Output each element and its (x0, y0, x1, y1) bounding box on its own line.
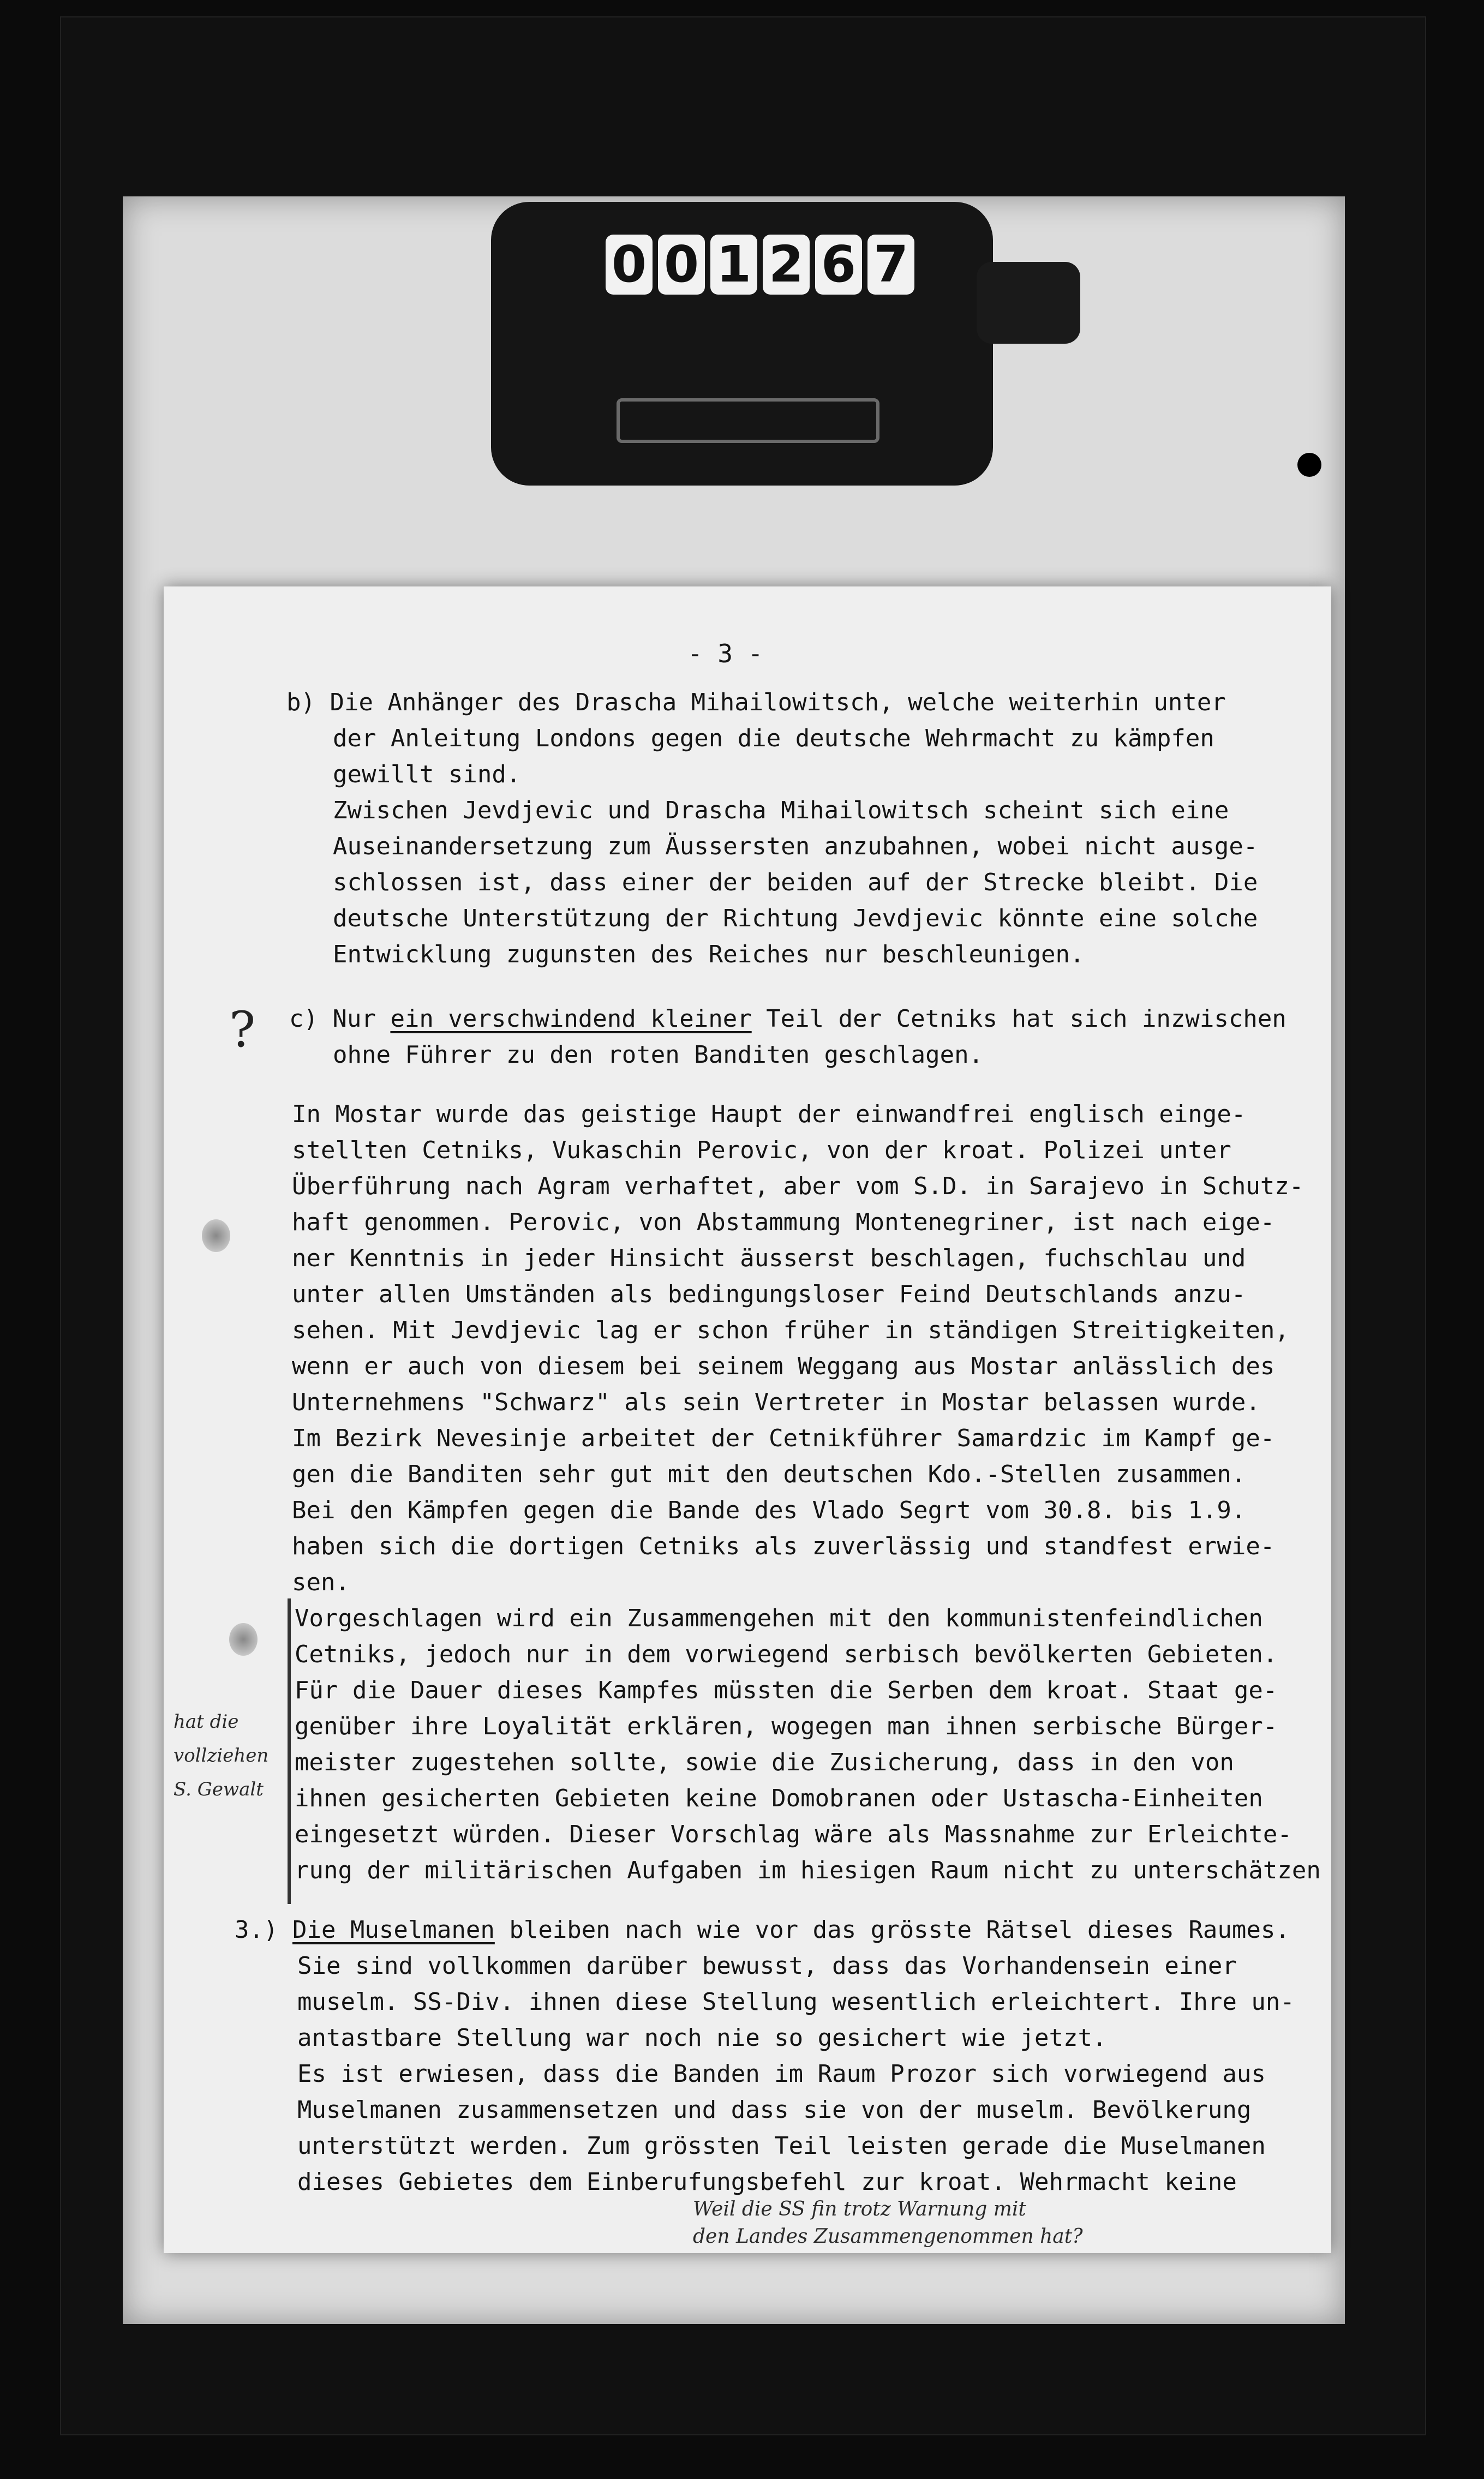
handwriting-line: vollziehen (173, 1745, 269, 1767)
text-line: deutsche Unterstützung der Richtung Jevdjevic könnte eine solche (333, 905, 1258, 932)
text-line: Auseinandersetzung zum Äussersten anzubahnen, wobei nicht ausge- (333, 833, 1258, 860)
text-line: Sie sind vollkommen darüber bewusst, dass das Vorhandensein einer (297, 1952, 1237, 1980)
underlined-text: Die Muselmanen (292, 1916, 495, 1944)
text-line: Bei den Kämpfen gegen die Bande des Vlado Segrt vom 30.8. bis 1.9. (292, 1496, 1246, 1524)
text-line: antastbare Stellung war noch nie so gesichert wie jetzt. (297, 2024, 1107, 2052)
text-line: schlossen ist, dass einer der beiden auf der Strecke bleibt. Die (333, 869, 1258, 896)
bottom-handwriting (693, 2196, 1083, 2250)
counter-knob (977, 262, 1080, 344)
text-line: genüber ihre Loyalität erklären, wogegen man ihnen serbische Bürger- (295, 1712, 1278, 1740)
text-line: unterstützt werden. Zum grössten Teil leisten gerade die Muselmanen (297, 2132, 1266, 2160)
text-line: der Anleitung Londons gegen die deutsche Wehrmacht zu kämpfen (333, 724, 1214, 752)
text-line: gewillt sind. (333, 761, 521, 788)
text-line: b) Die Anhänger des Drascha Mihailowitsch, welche weiterhin unter (286, 688, 1226, 716)
text-line: Zwischen Jevdjevic und Drascha Mihailowitsch scheint sich eine (333, 797, 1229, 824)
counter-digit: 0 (658, 235, 705, 295)
text-line: Entwicklung zugunsten des Reiches nur beschleunigen. (333, 941, 1085, 968)
counter-digit: 1 (710, 235, 757, 295)
margin-question-mark: ? (229, 1001, 256, 1058)
text-line: rung der militärischen Aufgaben im hiesigen Raum nicht zu unterschätzen (295, 1857, 1321, 1884)
text-line: sehen. Mit Jevdjevic lag er schon früher in ständigen Streitigkeiten, (292, 1316, 1289, 1344)
text-line: haft genommen. Perovic, von Abstammung Montenegriner, ist nach eige- (292, 1208, 1275, 1236)
text-line: unter allen Umständen als bedingungsloser Feind Deutschlands anzu- (292, 1280, 1246, 1308)
counter-digit: 7 (867, 235, 914, 295)
text-line: Vorgeschlagen wird ein Zusammengehen mit den kommunistenfeindlichen (295, 1604, 1263, 1632)
handwriting-line: den Landes Zusammengenommen hat? (693, 2225, 1083, 2248)
text-segment: 3.) (235, 1916, 292, 1944)
text-line: sen. (292, 1568, 350, 1596)
text-line: In Mostar wurde das geistige Haupt der einwandfrei englisch einge- (292, 1100, 1246, 1128)
text-line: ner Kenntnis in jeder Hinsicht äusserst beschlagen, fuchschlau und (292, 1244, 1246, 1272)
handwriting-line: S. Gewalt (173, 1779, 264, 1800)
text-line: wenn er auch von diesem bei seinem Weggang aus Mostar anlässlich des (292, 1352, 1275, 1380)
counter-digit: 2 (763, 235, 810, 295)
handwriting-line: hat die (173, 1711, 239, 1733)
text-line: stellten Cetniks, Vukaschin Perovic, von der kroat. Polizei unter (292, 1136, 1231, 1164)
page-text (164, 586, 1331, 2315)
text-line: Es ist erwiesen, dass die Banden im Raum Prozor sich vorwiegend aus (297, 2060, 1266, 2088)
text-line: Für die Dauer dieses Kampfes müssten die Serben dem kroat. Staat ge- (295, 1676, 1278, 1704)
text-line: Muselmanen zusammensetzen und dass sie von der muselm. Bevölkerung (297, 2096, 1252, 2124)
text-segment: c) Nur (289, 1005, 391, 1033)
counter-digit: 0 (606, 235, 653, 295)
handwriting-line: Weil die SS fin trotz Warnung mit (693, 2198, 1026, 2220)
underlined-text: ein verschwindend kleiner (390, 1005, 752, 1033)
counter-slot (617, 398, 879, 443)
counter-digit: 6 (815, 235, 862, 295)
text-line: Cetniks, jedoch nur in dem vorwiegend serbisch bevölkerten Gebieten. (295, 1640, 1278, 1668)
punch-mark (202, 1219, 230, 1252)
text-line: eingesetzt würden. Dieser Vorschlag wäre als Massnahme zur Erleichte- (295, 1821, 1292, 1848)
text-line: meister zugestehen sollte, sowie die Zusicherung, dass in den von (295, 1749, 1234, 1776)
text-segment: bleiben nach wie vor das grösste Rätsel dieses Raumes. (494, 1916, 1290, 1944)
text-line (289, 1001, 1286, 1037)
margin-bracket (288, 1598, 291, 1904)
punch-hole (1297, 453, 1321, 477)
document-page (164, 586, 1331, 2253)
text-line: Unternehmens "Schwarz" als sein Vertreter in Mostar belassen wurde. (292, 1388, 1260, 1416)
text-line (235, 1912, 1290, 1948)
text-line: ihnen gesicherten Gebieten keine Domobranen oder Ustascha-Einheiten (295, 1785, 1263, 1812)
counter-digits (606, 235, 914, 295)
text-segment: Teil der Cetniks hat sich inzwischen (751, 1005, 1286, 1033)
text-line: ohne Führer zu den roten Banditen geschlagen. (333, 1041, 984, 1069)
text-line: gen die Banditen sehr gut mit den deutschen Kdo.-Stellen zusammen. (292, 1460, 1246, 1488)
text-line: muselm. SS-Div. ihnen diese Stellung wesentlich erleichtert. Ihre un- (297, 1988, 1295, 2016)
punch-mark (229, 1623, 258, 1656)
margin-handwriting (173, 1705, 268, 1806)
text-line: Überführung nach Agram verhaftet, aber vom S.D. in Sarajevo in Schutz- (292, 1172, 1304, 1200)
text-line: Im Bezirk Nevesinje arbeitet der Cetnikführer Samardzic im Kampf ge- (292, 1424, 1275, 1452)
page-number: - 3 - (687, 639, 763, 668)
text-line: dieses Gebietes dem Einberufungsbefehl zur kroat. Wehrmacht keine (297, 2168, 1237, 2196)
text-line: haben sich die dortigen Cetniks als zuverlässig und standfest erwie- (292, 1532, 1275, 1560)
